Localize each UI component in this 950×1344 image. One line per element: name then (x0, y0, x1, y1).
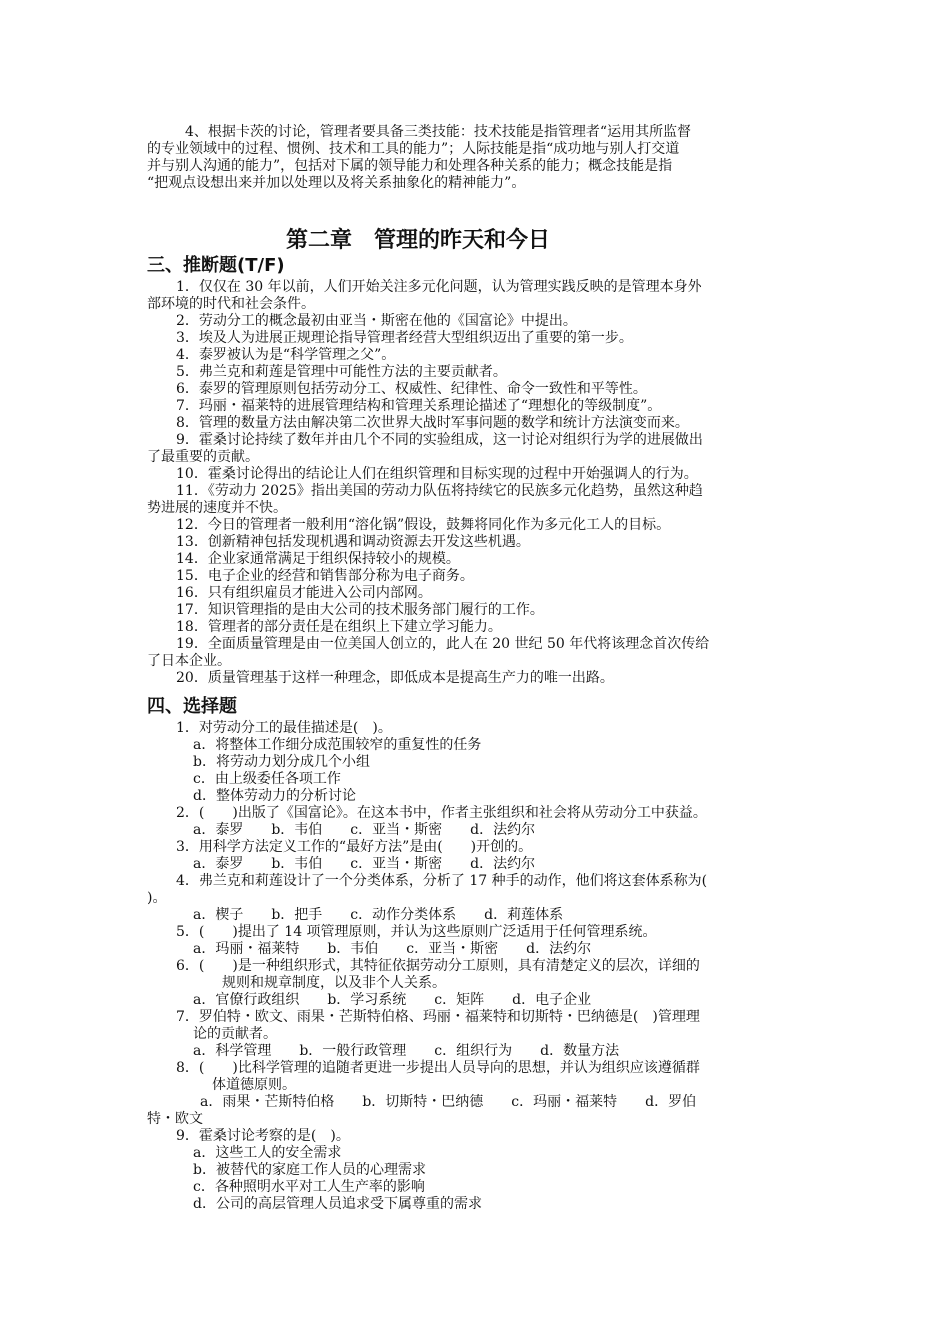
mc-line: 7．罗伯特・欧文、雨果・芒斯特伯格、玛丽・福莱特和切斯特・巴纳德是( )管理理 (176, 1009, 700, 1025)
tf-question-line: 部环境的时代和社会条件。 (147, 296, 315, 312)
tf-question-line: 5．弗兰克和莉莲是管理中可能性方法的主要贡献者。 (176, 364, 507, 380)
mc-line: 2．( )出版了《国富论》。在这本书中，作者主张组织和社会将从劳动分工中获益。 (176, 805, 707, 821)
mc-line: c．各种照明水平对工人生产率的影响 (193, 1179, 425, 1195)
mc-line: )。 (147, 890, 167, 906)
intro-line: 的专业领域中的过程、惯例、技术和工具的能力”；人际技能是指“成功地与别人打交道 (147, 141, 680, 157)
mc-line: 5．( )提出了 14 项管理原则，并认为这些原则广泛适用于任何管理系统。 (176, 924, 657, 940)
tf-question-line: 15．电子企业的经营和销售部分称为电子商务。 (176, 568, 474, 584)
mc-line: b．被替代的家庭工作人员的心理需求 (193, 1162, 426, 1178)
mc-line: 论的贡献者。 (193, 1026, 277, 1042)
mc-line: a．官僚行政组织 b．学习系统 c．矩阵 d．电子企业 (193, 992, 592, 1008)
mc-line: a．玛丽・福莱特 b．韦伯 c．亚当・斯密 d．法约尔 (193, 941, 592, 957)
tf-question-line: 10．霍桑讨论得出的结论让人们在组织管理和目标实现的过程中开始强调人的行为。 (176, 466, 698, 482)
mc-line: 8．( )比科学管理的追随者更进一步提出人员导向的思想，并认为组织应该遵循群 (176, 1060, 700, 1076)
mc-line: 9．霍桑讨论考察的是( )。 (176, 1128, 350, 1144)
mc-line: a．这些工人的安全需求 (193, 1145, 342, 1161)
mc-line: 6．( )是一种组织形式，其特征依据劳动分工原则，具有清楚定义的层次，详细的 (176, 958, 700, 974)
tf-question-line: 了最重要的贡献。 (147, 449, 259, 465)
tf-question-line: 16．只有组织雇员才能进入公司内部网。 (176, 585, 432, 601)
mc-line: a．泰罗 b．韦伯 c．亚当・斯密 d．法约尔 (193, 822, 536, 838)
tf-question-line: 19．全面质量管理是由一位美国人创立的，此人在 20 世纪 50 年代将该理念首次传给 (176, 636, 710, 652)
mc-line: a．楔子 b．把手 c．动作分类体系 d．莉莲体系 (193, 907, 564, 923)
mc-line: 规则和规章制度，以及非个人关系。 (222, 975, 446, 991)
tf-question-line: 4．泰罗被认为是“科学管理之父”。 (176, 347, 396, 363)
tf-question-line: 17．知识管理指的是由大公司的技术服务部门履行的工作。 (176, 602, 544, 618)
mc-line: 3．用科学方法定义工作的“最好方法”是由( )开创的。 (176, 839, 533, 855)
tf-question-line: 14．企业家通常满足于组织保持较小的规模。 (176, 551, 460, 567)
intro-line: “把观点设想出来并加以处理以及将关系抽象化的精神能力”。 (147, 175, 526, 191)
tf-question-line: 1．仅仅在 30 年以前，人们开始关注多元化问题，认为管理实践反映的是管理本身外 (176, 279, 702, 295)
tf-question-line: 7．玛丽・福莱特的进展管理结构和管理关系理论描述了“理想化的等级制度”。 (176, 398, 662, 414)
mc-line: d．整体劳动力的分析讨论 (193, 788, 356, 804)
section-title-true-false: 三、推断题(T/F) (147, 255, 285, 276)
intro-line: 并与别人沟通的能力”，包括对下属的领导能力和处理各种关系的能力；概念技能是指 (147, 158, 673, 174)
tf-question-line: 势进展的速度并不快。 (147, 500, 287, 516)
chapter-title: 第二章 管理的昨天和今日 (286, 228, 551, 253)
tf-question-line: 9．霍桑讨论持续了数年并由几个不同的实验组成，这一讨论对组织行为学的进展做出 (176, 432, 703, 448)
intro-line: 4、根据卡茨的讨论，管理者要具备三类技能：技术技能是指管理者“运用其所监督 (185, 124, 692, 140)
mc-line: b．将劳动力划分成几个小组 (193, 754, 370, 770)
tf-question-line: 3．埃及人为进展正规理论指导管理者经营大型组织迈出了重要的第一步。 (176, 330, 633, 346)
mc-line: 体道德原则。 (212, 1077, 296, 1093)
mc-line: 4．弗兰克和莉莲设计了一个分类体系，分析了 17 种手的动作，他们将这套体系称为( (176, 873, 708, 889)
tf-question-line: 20．质量管理基于这样一种理念，即低成本是提高生产力的唯一出路。 (176, 670, 614, 686)
mc-line: a．雨果・芒斯特伯格 b．切斯特・巴纳德 c．玛丽・福莱特 d．罗伯 (200, 1094, 697, 1110)
tf-question-line: 11．《劳动力 2025》指出美国的劳动力队伍将持续它的民族多元化趋势，虽然这种趋 (176, 483, 703, 499)
tf-question-line: 13．创新精神包括发现机遇和调动资源去开发这些机遇。 (176, 534, 530, 550)
tf-question-line: 了日本企业。 (147, 653, 231, 669)
mc-line: a．将整体工作细分成范围较窄的重复性的任务 (193, 737, 482, 753)
tf-question-line: 8．管理的数量方法由解决第二次世界大战时军事问题的数学和统计方法演变而来。 (176, 415, 689, 431)
mc-line: a．科学管理 b．一般行政管理 c．组织行为 d．数量方法 (193, 1043, 620, 1059)
tf-question-line: 2．劳动分工的概念最初由亚当・斯密在他的《国富论》中提出。 (176, 313, 577, 329)
mc-line: 1．对劳动分工的最佳描述是( )。 (176, 720, 392, 736)
tf-question-line: 18．管理者的部分责任是在组织上下建立学习能力。 (176, 619, 502, 635)
mc-line: c．由上级委任各项工作 (193, 771, 341, 787)
mc-line: 特・欧文 (147, 1111, 203, 1127)
tf-question-line: 12．今日的管理者一般利用“溶化锅”假设，鼓舞将同化作为多元化工人的目标。 (176, 517, 671, 533)
mc-line: d．公司的高层管理人员追求受下属尊重的需求 (193, 1196, 482, 1212)
mc-line: a．泰罗 b．韦伯 c．亚当・斯密 d．法约尔 (193, 856, 536, 872)
tf-question-line: 6．泰罗的管理原则包括劳动分工、权威性、纪律性、命令一致性和平等性。 (176, 381, 647, 397)
section-title-multiple-choice: 四、选择题 (147, 696, 237, 717)
